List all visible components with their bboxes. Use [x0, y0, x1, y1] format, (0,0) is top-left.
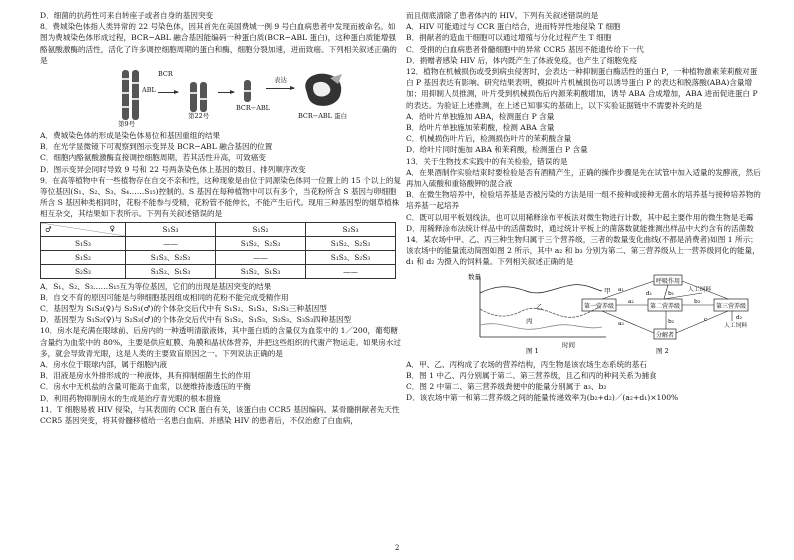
- q13-stem: 13．关于生物技术实践中的有关检验，错误的是: [406, 156, 568, 166]
- philadelphia-chromosome-figure: [118, 68, 388, 128]
- row-label: S₂S₃: [41, 264, 126, 278]
- arrow-3: [266, 88, 294, 89]
- q14-figures: [406, 271, 762, 355]
- table-cell: ——: [216, 250, 306, 264]
- q13-option-c: C．既可以用平板划线法，也可以用稀释涂布平板法对微生物进行计数，其中起主要作用的微生物是毛霉: [406, 212, 754, 222]
- q7-option-d: D．细菌的抗药性可来自转座子或者自身的基因突变: [40, 11, 214, 20]
- artificial-feed-1: 人工饲料: [688, 286, 712, 293]
- flow-a2: a₂: [628, 298, 634, 305]
- corner-male: ♂: [45, 225, 52, 235]
- q12-option-c: C．机械损伤叶片后，检测损伤叶片的茉莉酸含量: [406, 134, 572, 144]
- table-header-cell: S₁S₂: [216, 222, 306, 236]
- flow-d2: d₂: [736, 314, 743, 321]
- flow-c: c: [704, 316, 708, 323]
- q12-option-d: D．给叶片同时施加 ABA 和茉莉酸，检测蛋白 P 含量: [406, 145, 588, 155]
- table-cell: S₁S₃、S₂S₃: [126, 250, 216, 264]
- respiration: 呼吸作用: [656, 277, 681, 285]
- table-row: [41, 250, 396, 264]
- q12-option-a: A．给叶片单独施加 ABA，检测蛋白 P 含量: [406, 111, 555, 121]
- decomposer: 分解者: [656, 331, 675, 339]
- q8-option-a: A．费城染色体的形成是染色体易位和基因重组的结果: [40, 131, 221, 141]
- label-bcr-abl-gene: BCR−ABL: [236, 104, 270, 113]
- q9-option-b: B．自交不育的原因可能是与卵细胞基因组成相同的花粉不能完成受精作用: [40, 292, 289, 302]
- table-header-cell: S₂S₃: [306, 222, 396, 236]
- flow-b1: b₁: [668, 290, 675, 297]
- artificial-feed-2: 人工饲料: [724, 322, 748, 329]
- table-cell: S₁S₂、S₂S₃: [306, 236, 396, 250]
- arrow-2: [218, 92, 234, 93]
- flow-d1: d₁: [646, 290, 653, 297]
- table-cell: ——: [306, 264, 396, 278]
- q8-option-d: D．图示变异会同时导致 9 号和 22 号两条染色体上基因的数目、排列顺序改变: [40, 164, 306, 174]
- figure-1-caption: 图 1: [526, 346, 539, 355]
- curve-label-yi: 乙: [536, 302, 543, 311]
- page-number: 2: [395, 544, 400, 552]
- q11-option-a: A．HIV 可能通过与 CCR 蛋白结合，进而特异性地侵染 T 细胞: [406, 22, 621, 32]
- label-chromosome-9: 第9号: [118, 120, 136, 129]
- q12-stem: 12．植物在机械损伤或受到病虫侵害时，会表达一种抑制蛋白酶活性的蛋白 P，一种植物激素茉莉酸对蛋白 P 基因表达有影响。研究结果表明，模拟叶片机械损伤可以诱导蛋白 P 的表达和脱落酸(ABA)含量增加；用抑制人员推测，叶片受到机械损伤后内源茉莉酸增加，诱导 ABA 合成增加，ABA 进而促进蛋白 P 的表达。为验证上述推测，在上述已知事实的基础上，以下实验证据链中不需要补充的是: [406, 67, 758, 110]
- q14-stem: 14．某农场中甲、乙、丙三种生物归属于三个营养级，三者的数量变化曲线(不都是消费者)如图 1 所示；该农场中的能量流动简图如图 2 所示，其中 a₂ 和 b₃ 分别为第二、第三营养级从上一营养级同化的能量，d₁ 和 d₂ 为摄入的饲料量。下列相关叙述正确的是: [406, 235, 760, 267]
- q11-option-b: B．捐献者的造血干细胞可以通过增殖与分化过程产生 T 细胞: [406, 33, 612, 43]
- row-label: S₁S₂: [41, 250, 126, 264]
- level-2: 第二营养级: [650, 302, 681, 310]
- q14-option-a: A．甲、乙、丙构成了农场的营养结构，丙生物是该农场生态系统的基石: [406, 359, 647, 369]
- q13-option-b: B．在微生物培养中，检验培养基是否被污染的方法是用一组不接种或接种无菌水的培养基与接种培养物的培养基一起培养: [406, 190, 761, 211]
- label-express: 表达: [274, 76, 287, 85]
- table-header-cell: S₁S₃: [126, 222, 216, 236]
- table-row: [41, 264, 396, 278]
- corner-female: ♀: [109, 223, 115, 233]
- curve-label-bing: 丙: [526, 316, 533, 325]
- q11-option-c: C．受捐的白血病患者骨髓细胞中的异常 CCR5 基因不能遗传给下一代: [406, 44, 644, 54]
- table-corner-cell: [41, 222, 126, 236]
- flow-a3: a₃: [618, 320, 624, 327]
- energy-flow-figure: [578, 271, 758, 355]
- philadelphia-chromosome: [244, 80, 251, 102]
- right-column: [406, 10, 762, 403]
- bcr-abl-protein-icon: [300, 70, 346, 110]
- q14-option-c: C．图 2 中第二、第三营养级粪便中的能量分别属于 a₃、b₂: [406, 382, 607, 392]
- chromosome-22-left: [190, 82, 197, 112]
- level-3: 第三营养级: [716, 302, 747, 310]
- q11-stem-continued: 而且彻底清除了患者体内的 HIV。下列有关叙述错误的是: [406, 11, 599, 20]
- label-bcr: BCR: [158, 70, 173, 79]
- q11-option-d: D．捐赠者感染 HIV 后，体内既产生了体液免疫，也产生了细胞免疫: [406, 55, 638, 65]
- table-cell: S₁S₃、S₂S₃: [306, 250, 396, 264]
- table-cell: S₁S₂、S₂S₃: [216, 236, 306, 250]
- flow-b3: b₃: [694, 298, 701, 305]
- chromosome-9-left: [122, 70, 129, 120]
- q10-option-d: D．利用药物抑制房水的生成是治疗青光眼的根本措施: [40, 393, 221, 403]
- q12-option-b: B．给叶片单独施加茉莉酸，检测 ABA 含量: [406, 123, 555, 133]
- arrow-1: [158, 92, 178, 93]
- q11-stem: 11．T 细胞易被 HIV 侵染，与其表面的 CCR 蛋白有关，该蛋白由 CCR5 基因编码。某骨髓捐献者先天性 CCR5 基因突变，将其骨髓移植给一名患白血病、并感染 HIV 的患者后，不仅治愈了白血病，: [40, 404, 400, 426]
- x-axis-label: 时间: [562, 340, 575, 349]
- chromosome-22-right: [200, 82, 207, 112]
- q10-option-a: A．房水位于眼球内部，属于细胞内液: [40, 360, 167, 370]
- q10-option-b: B．泪液是房水外排形成的一种液体，具有抑制细菌生长的作用: [40, 371, 251, 381]
- q9-option-d: D．基因型为 S₁S₂(♀)与 S₂S₃(♂)的个体杂交后代中有 S₁S₂、S₁S₃、S₂S₃、S₃S₃四种基因型: [40, 315, 352, 325]
- q8-stem: 8．费城染色体指人类异常的 22 号染色体，因其首先在美国费城一例 9 号白血病患者中发现而被命名。如图为费城染色体形成过程，BCR−ABL 融合基因能编码一种蛋白质(BCR−ABL 蛋白)，这种蛋白质能增强酪氨酸激酶的活性，活化了许多调控细胞周期的蛋白和酶，细胞分裂加速，进而致癌。下列相关叙述正确的是: [40, 22, 397, 65]
- q14-option-d: D．该农场中第一和第二营养级之间的能量传递效率为(b₂+d₂)／(a₂+d₁)×100%: [406, 393, 679, 403]
- left-column: [40, 10, 402, 426]
- q13-option-d: D．用稀释涂布法统计样品中的活菌数时，通过统计平板上的菌落数就能推测出样品中大约含有的活菌数: [406, 223, 754, 233]
- flow-b2: b₂: [668, 318, 675, 325]
- label-abl: ABL: [142, 86, 156, 95]
- label-bcr-abl-protein: BCR−ABL 蛋白: [298, 112, 348, 121]
- q14-option-b: B．图 1 中乙、丙分别属于第二、第三营养级，且乙和丙的种间关系为捕食: [406, 370, 657, 380]
- level-1: 第一营养级: [584, 302, 615, 310]
- y-axis-label: 数量: [468, 272, 481, 281]
- q8-option-c: C．细胞内酪氨酸激酶直接调控细胞周期，若其活性升高，可致癌变: [40, 153, 267, 163]
- table-row: [41, 236, 396, 250]
- table-cell: ——: [126, 236, 216, 250]
- q9-option-c: C．基因型为 S₁S₂(♀)与 S₂S₃(♂)的个体杂交后代中有 S₁S₂、S₁S₃、S₂S₃三种基因型: [40, 304, 327, 314]
- cross-result-table: [40, 222, 396, 279]
- curve-label-jia: 甲: [604, 286, 611, 295]
- row-label: S₁S₃: [41, 236, 126, 250]
- q13-option-a: A．在果酒制作实验结束时要检验是否有酒精产生，正确的操作步骤是先在试管中加入适量的发酵液，然后再加入硫酸和重铬酸钾的混合液: [406, 167, 761, 189]
- table-cell: S₁S₂、S₁S₃: [216, 264, 306, 278]
- q10-option-c: C．房水中无机盐的含量可能高于血浆，以便维持渗透压的平衡: [40, 382, 251, 392]
- chromosome-9-right: [132, 70, 139, 120]
- q10-stem: 10．房水是充满在眼球前、后房内的一种透明清澈液体，其中蛋白质的含量仅为血浆中的 1／200，葡萄糖含量约为血浆中的 80%，主要是供应虹膜、角膜和晶状体营养，并把这些组织的代谢产物运走。如果房水过多，就会导致青光眼，这是人类的主要致盲原因之一。下列说法正确的是: [40, 326, 402, 358]
- q9-stem: 9．在高等植物中有一些植物存在自交不亲和性，这种现象是由位于同源染色体同一位置上的 15 个以上的复等位基因(S₁、S₂、S₃、S₄……S₁₅)控制的。S 基因在每种植物中可以有多个，当花粉所含 S 基因与卵细胞所含 S 基因种类相同时，花粉不能参与受精，花粉管不能伸长，不能产生后代。现用三种基因型的烟草植株相互杂交，其结果如下表所示。下列有关叙述错误的是: [40, 175, 402, 219]
- q9-option-a: A．S₁、S₂、S₃……S₁₅互为等位基因，它们的出现是基因突变的结果: [40, 281, 272, 291]
- table-header-row: [41, 222, 396, 236]
- table-cell: S₁S₂、S₁S₃: [126, 264, 216, 278]
- flow-a1: a₁: [618, 286, 624, 293]
- figure-2-caption: 图 2: [656, 346, 669, 355]
- label-chromosome-22: 第22号: [188, 112, 210, 121]
- q8-option-b: B．在光学显微镜下可观察到图示变异及 BCR−ABL 融合基因的位置: [40, 142, 273, 152]
